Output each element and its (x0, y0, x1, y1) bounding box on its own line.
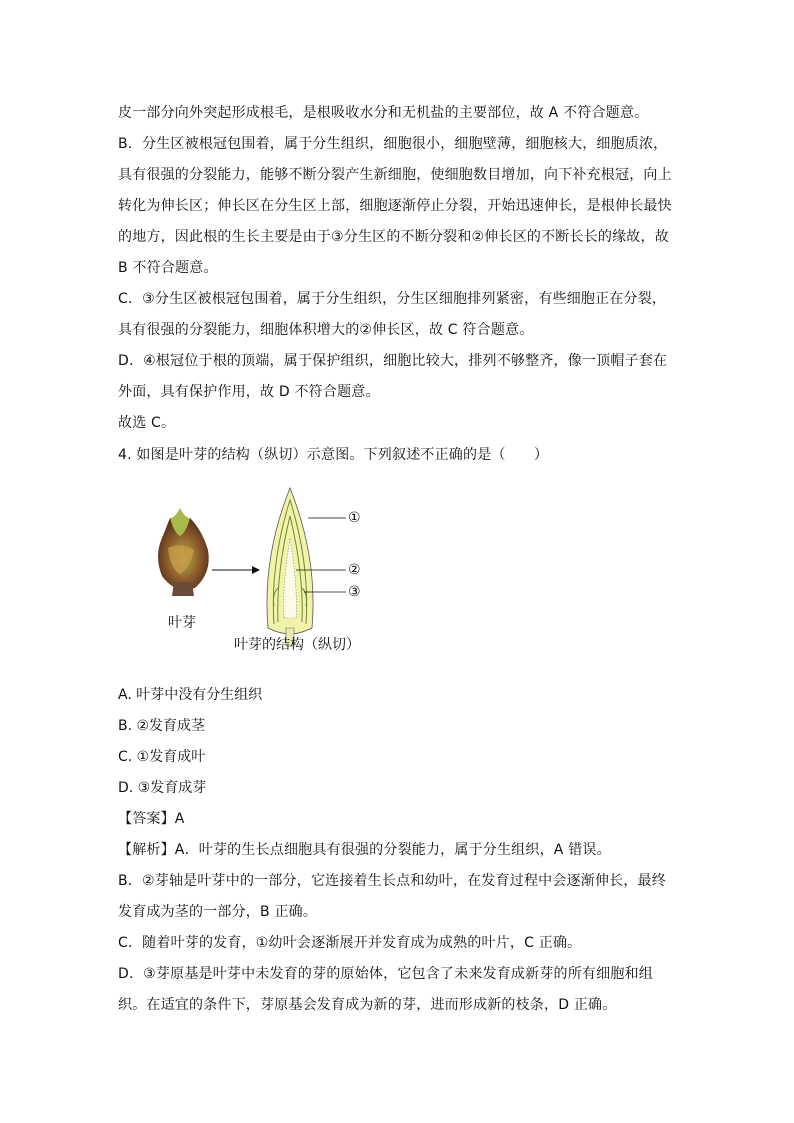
text-line: 具有很强的分裂能力，能够不断分裂产生新细胞，使细胞数目增加，向下补充根冠，向上 (118, 167, 672, 183)
text-line: C．③分生区被根冠包围着，属于分生组织，分生区细胞排列紧密，有些细胞正在分裂， (118, 291, 667, 307)
analysis-line: B．②芽轴是叶芽中的一部分，它连接着生长点和幼叶，在发育过程中会逐渐伸长，最终 (118, 873, 666, 889)
text-line: 外面，具有保护作用，故 D 不符合题意。 (118, 384, 380, 400)
option-d: D. ③发育成芽 (118, 780, 207, 796)
option-c: C. ①发育成叶 (118, 749, 206, 765)
analysis-line: D．③芽原基是叶芽中未发育的芽的原始体，它包含了未来发育成新芽的所有细胞和组 (118, 966, 653, 982)
leaf-bud-figure (150, 478, 390, 658)
option-b: B. ②发育成茎 (118, 718, 206, 734)
marker-3: ③ (348, 584, 361, 600)
option-a: A. 叶芽中没有分生组织 (118, 687, 263, 703)
text-line: B．分生区被根冠包围着，属于分生组织，细胞很小，细胞壁薄，细胞核大，细胞质浓， (118, 136, 668, 152)
arrow-head (252, 566, 260, 574)
analysis-line: C．随着叶芽的发育，①幼叶会逐渐展开并发育成为成熟的叶片，C 正确。 (118, 935, 582, 951)
text-line: B 不符合题意。 (118, 260, 218, 276)
text-line: 故选 C。 (118, 415, 176, 431)
answer: 【答案】A (118, 811, 185, 827)
analysis-line: 发育成为茎的一部分，B 正确。 (118, 904, 318, 920)
text-line: 的地方，因此根的生长主要是由于③分生区的不断分裂和②伸长区的不断长长的缘故，故 (118, 229, 669, 245)
bud-label: 叶芽 (168, 615, 196, 631)
figure-caption: 叶芽的结构（纵切） (234, 637, 360, 653)
text-line: 具有很强的分裂能力，细胞体积增大的②伸长区，故 C 符合题意。 (118, 322, 534, 338)
text-line: D．④根冠位于根的顶端，属于保护组织，细胞比较大，排列不够整齐，像一顶帽子套在 (118, 353, 668, 369)
marker-2: ② (348, 562, 361, 578)
text-line: 皮一部分向外突起形成根毛，是根吸收水分和无机盐的主要部位，故 A 不符合题意。 (118, 105, 649, 121)
analysis-line: 织。在适宜的条件下，芽原基会发育成为新的芽，进而形成新的枝条，D 正确。 (118, 997, 617, 1013)
marker-1: ① (348, 510, 361, 526)
question-stem: 4. 如图是叶芽的结构（纵切）示意图。下列叙述不正确的是（ ） (118, 447, 549, 463)
analysis-line: 【解析】A．叶芽的生长点细胞具有很强的分裂能力，属于分生组织，A 错误。 (118, 842, 611, 858)
bud-section (267, 488, 313, 646)
bud-photo (158, 508, 209, 596)
text-line: 转化为伸长区；伸长区在分生区上部，细胞逐渐停止分裂，开始迅速伸长，是根伸长最快 (118, 198, 672, 214)
